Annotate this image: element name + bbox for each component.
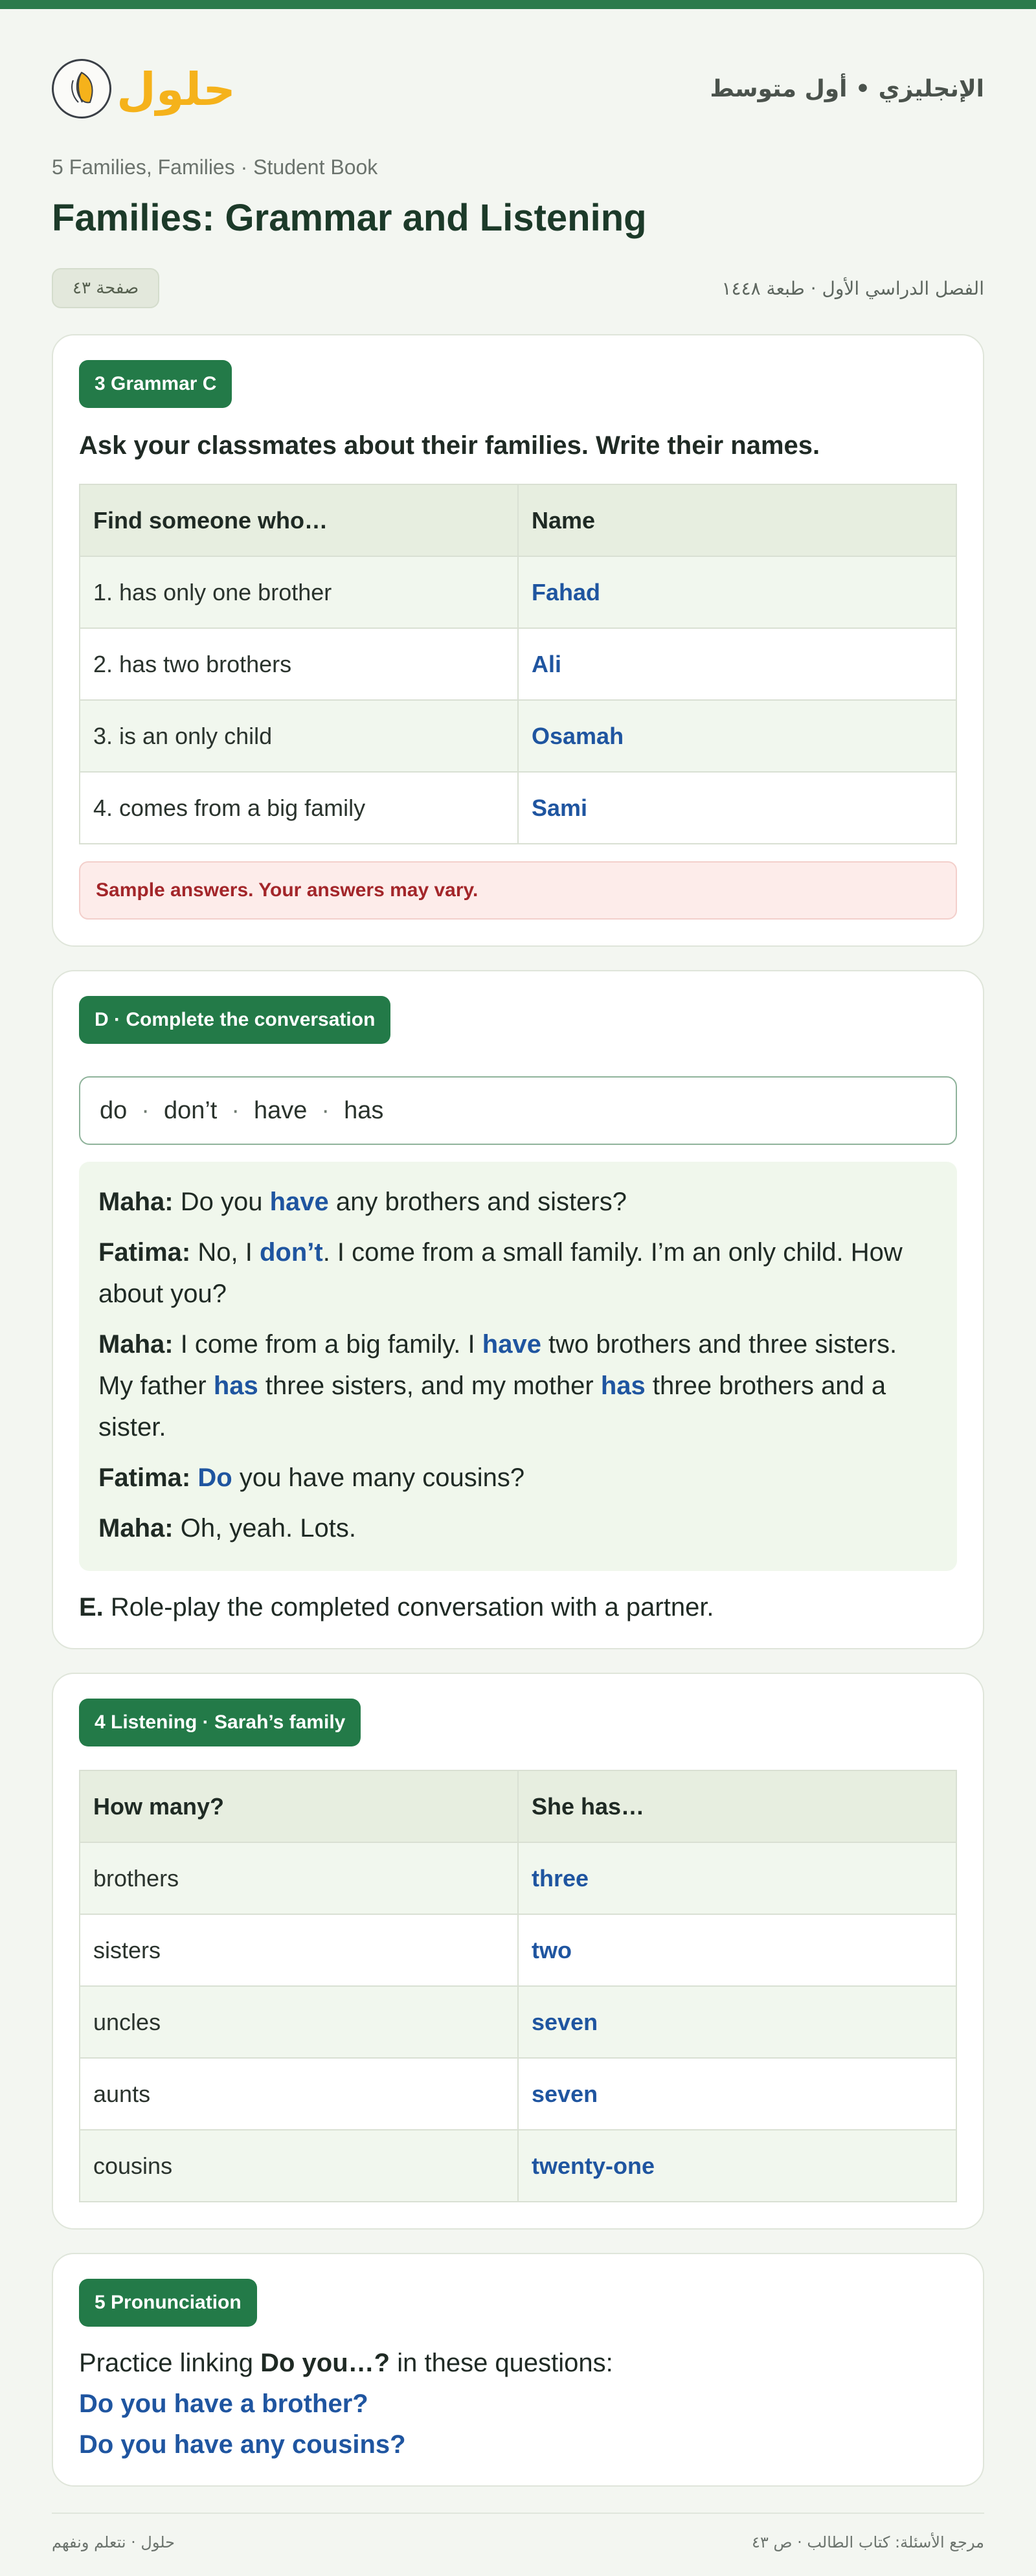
section-label: 4 Listening · Sarah’s family [79,1699,361,1746]
line-text: Oh, yeah. Lots. [180,1514,356,1542]
roleplay-text: Role-play the completed conversation with a partner. [110,1593,714,1621]
table-cell: 4. comes from a big family [80,772,518,844]
line-text: Do you [180,1188,270,1216]
filled-word: Do [197,1463,232,1492]
section-label: 3 Grammar C [79,360,232,408]
answer-cell: Osamah [518,700,956,772]
dialogue-line [98,1232,938,1315]
breadcrumb[interactable]: 5 Families, Families · Student Book [52,155,378,179]
table-row [80,772,956,844]
answer-cell: Fahad [518,556,956,628]
filled-word: don’t [259,1238,323,1267]
filled-word: have [269,1188,329,1216]
table-row [80,1986,956,2058]
table-header: How many? [80,1770,518,1842]
line-text: two brothers and three sisters. My father [98,1330,897,1400]
table-cell: 1. has only one brother [80,556,518,628]
table-row [80,700,956,772]
table-cell: cousins [80,2130,518,2202]
dialogue [79,1162,957,1571]
footer-brand: حلول · نتعلم ونفهم [52,2533,175,2551]
table-cell: brothers [80,1842,518,1914]
top-accent-bar [0,0,1036,9]
book-leaf-icon [52,59,111,119]
table-row [80,2130,956,2202]
instruction-text: Practice linking [79,2349,261,2377]
filled-word: has [600,1372,646,1400]
table-header: Find someone who… [80,484,518,556]
logo[interactable] [52,53,234,124]
table-row [80,556,956,628]
word-bank-separator: · [231,1096,240,1124]
find-someone-table [79,484,957,844]
table-cell: aunts [80,2058,518,2130]
listening-card [52,1673,984,2230]
speaker: Maha: [98,1514,174,1542]
word-bank-item: do [100,1096,128,1124]
page-number-badge: صفحة ٤٣ [52,268,159,308]
table-cell: sisters [80,1914,518,1986]
dialogue-line [98,1324,938,1448]
section-label: D · Complete the conversation [79,996,390,1044]
speaker: Fatima: [98,1238,191,1267]
answer-cell: three [518,1842,956,1914]
word-bank [79,1076,957,1145]
conversation-card [52,970,984,1649]
word-bank-item: have [254,1096,308,1124]
subject-title: الإنجليزي • أول متوسط [710,75,984,102]
table-row [80,1842,956,1914]
answer-cell: twenty-one [518,2130,956,2202]
dialogue-line [98,1508,938,1549]
word-bank-separator: · [321,1096,330,1124]
pronunciation-question: Do you have any cousins? [79,2430,406,2459]
table-cell: 2. has two brothers [80,628,518,700]
word-bank-item: don’t [163,1096,218,1124]
pronunciation-card [52,2253,984,2487]
line-text: three sisters, and my mother [258,1372,601,1400]
line-text: you have many cousins? [232,1463,525,1492]
instruction-text: in these questions: [390,2349,613,2377]
line-text: any brothers and sisters? [328,1188,627,1216]
dialogue-line [98,1457,938,1498]
edition-label: الفصل الدراسي الأول · طبعة ١٤٤٨ [721,277,984,299]
roleplay-instruction [79,1593,957,1622]
meta-row [52,266,984,311]
dialogue-line [98,1181,938,1223]
footer [52,2513,984,2571]
table-row [80,628,956,700]
line-text: . I come from a small family. I’m an only child. How about you? [98,1238,903,1308]
answer-cell: Ali [518,628,956,700]
logo-text: حلول [118,63,234,116]
answer-cell: seven [518,2058,956,2130]
page-title: Families: Grammar and Listening [52,197,647,239]
table-row [80,2058,956,2130]
answer-cell: seven [518,1986,956,2058]
speaker: Maha: [98,1330,174,1359]
filled-word: has [213,1372,258,1400]
table-cell: 3. is an only child [80,700,518,772]
table-row [80,1914,956,1986]
speaker: Fatima: [98,1463,191,1492]
logo-wordmark [118,53,234,124]
line-text: three brothers and a sister. [98,1372,886,1441]
instruction: Ask your classmates about their families. Write their names. [79,431,820,460]
table-header: Name [518,484,956,556]
word-bank-separator: · [141,1096,150,1124]
listening-table [79,1770,957,2202]
sample-answers-note: Sample answers. Your answers may vary. [79,861,957,920]
instruction-bold: Do you…? [260,2349,390,2377]
grammar-c-card [52,334,984,947]
answer-cell: two [518,1914,956,1986]
footer-reference: مرجع الأسئلة: كتاب الطالب · ص ٤٣ [752,2533,984,2551]
word-bank-item: has [344,1096,384,1124]
site-header [52,9,984,152]
answer-cell: Sami [518,772,956,844]
speaker: Maha: [98,1188,174,1216]
section-label: 5 Pronunciation [79,2279,257,2327]
table-cell: uncles [80,1986,518,2058]
pronunciation-question: Do you have a brother? [79,2390,368,2418]
filled-word: have [482,1330,541,1359]
line-text: No, I [197,1238,260,1267]
page [0,9,1036,2571]
table-header: She has… [518,1770,956,1842]
line-text: I come from a big family. I [180,1330,482,1359]
pronunciation-instruction [79,2349,957,2378]
roleplay-label: E. [79,1593,104,1621]
